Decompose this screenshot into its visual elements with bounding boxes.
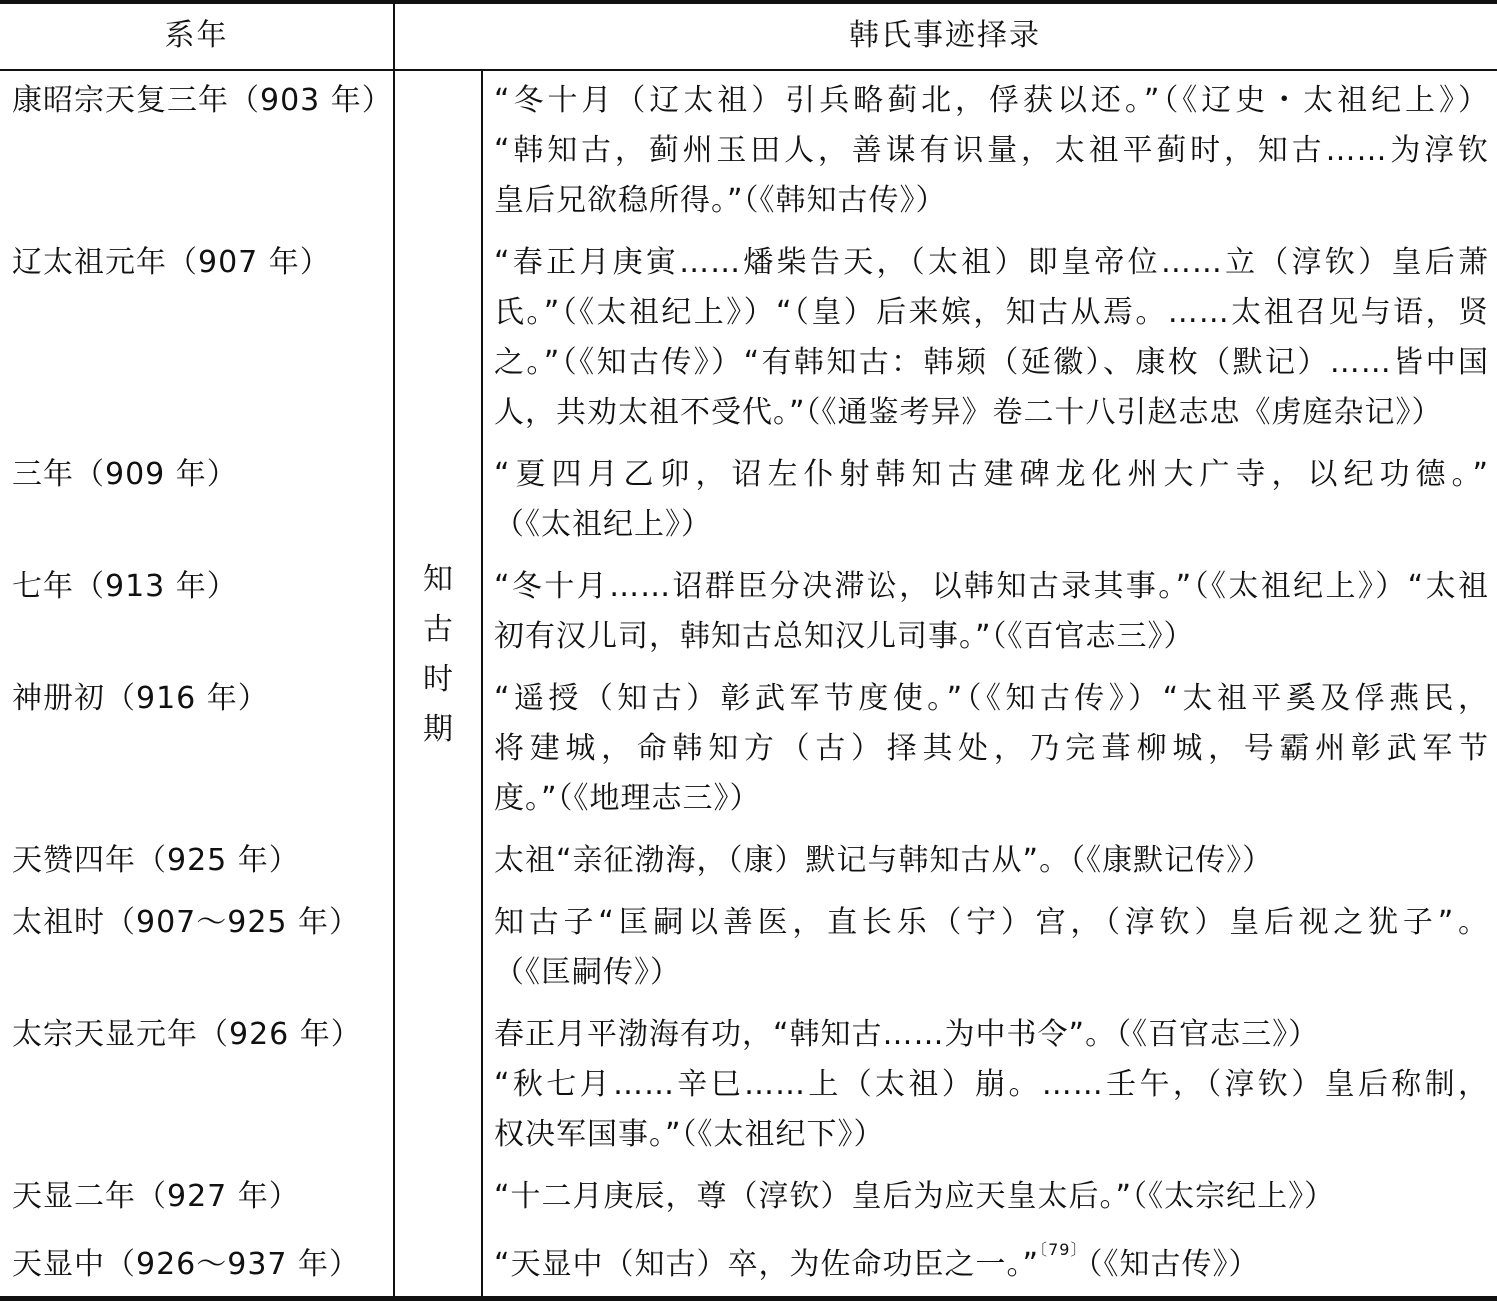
event-line: 人，共劝太祖不受代。”（《通鉴考异》卷二十八引赵志忠《虏庭杂记》） <box>494 395 1443 430</box>
year-cell: 太宗天显元年（926 年） <box>12 1017 362 1052</box>
event-line: 皇后兄欲稳所得。”（《韩知古传》） <box>494 183 947 218</box>
column-divider-2 <box>481 70 483 1301</box>
event-cell <box>494 76 1489 226</box>
event-line: 知古子“匡嗣以善医，直长乐（宁）宫，（淳钦）皇后视之犹子”。 <box>494 905 1489 940</box>
event-line: （《太祖纪上》） <box>494 507 712 542</box>
period-label <box>396 555 480 755</box>
event-cell <box>494 898 1489 998</box>
event-line: 太祖“亲征渤海，（康）默记与韩知古从”。（《康默记传》） <box>494 843 1274 878</box>
year-cell: 天赞四年（925 年） <box>12 843 300 878</box>
event-line: 度。”（《地理志三》） <box>494 781 761 816</box>
event-line: “冬十月……诏群臣分决滞讼，以韩知古录其事。”（《太祖纪上》）“太祖 <box>494 569 1489 604</box>
event-text: “天显中（知古）卒，为佐命功臣之一。” <box>494 1247 1040 1282</box>
bottom-border <box>0 1296 1497 1301</box>
event-line: “遥授（知古）彰武军节度使。”（《知古传》）“太祖平奚及俘燕民， <box>494 681 1489 716</box>
header-events: 韩氏事迹择录 <box>849 18 1041 53</box>
year-cell: 辽太祖元年（907 年） <box>12 245 331 280</box>
event-cell <box>494 1010 1489 1160</box>
year-cell: 康昭宗天复三年（903 年） <box>12 83 393 118</box>
period-char: 期 <box>423 712 453 747</box>
event-cell <box>494 562 1489 662</box>
year-cell: 天显二年（927 年） <box>12 1179 300 1214</box>
event-line: “冬十月（辽太祖）引兵略蓟北，俘获以还。”（《辽史・太祖纪上》） <box>494 83 1489 118</box>
header-year: 系年 <box>164 18 229 53</box>
event-line: “春正月庚寅……燔柴告天，（太祖）即皇帝位……立（淳钦）皇后萧 <box>494 245 1489 280</box>
event-line: “韩知古，蓟州玉田人，善谋有识量，太祖平蓟时，知古……为淳钦 <box>494 133 1489 168</box>
event-cell <box>494 674 1489 824</box>
year-cell: 天显中（926～937 年） <box>12 1247 361 1282</box>
event-source: （《知古传》） <box>1087 1247 1260 1282</box>
event-line: 将建城，命韩知方（古）择其处，乃完葺柳城，号霸州彰武军节 <box>494 731 1489 766</box>
event-line: 之。”（《知古传》）“有韩知古：韩颎（延徽）、康枚（默记）……皆中国 <box>494 345 1489 380</box>
column-divider-1 <box>393 0 395 1301</box>
event-line <box>494 1240 1489 1290</box>
event-cell <box>494 450 1489 550</box>
event-line: 春正月平渤海有功，“韩知古……为中书令”。（《百官志三》） <box>494 1017 1320 1052</box>
event-cell <box>494 1172 1489 1222</box>
event-line: 初有汉儿司，韩知古总知汉儿司事。”（《百官志三》） <box>494 619 1195 654</box>
year-cell: 七年（913 年） <box>12 569 238 604</box>
period-char: 时 <box>423 662 453 697</box>
event-line: （《匡嗣传》） <box>494 955 681 990</box>
event-cell <box>494 238 1489 438</box>
year-cell: 太祖时（907～925 年） <box>12 905 361 940</box>
event-line: “秋七月……辛巳……上（太祖）崩。……壬午，（淳钦）皇后称制， <box>494 1067 1489 1102</box>
footnote-ref: 〔79〕 <box>1039 1240 1088 1259</box>
period-char: 知 <box>423 562 453 597</box>
event-line: “十二月庚辰，尊（淳钦）皇后为应天皇太后。”（《太宗纪上》） <box>494 1179 1336 1214</box>
period-char: 古 <box>423 612 453 647</box>
event-cell <box>494 1240 1489 1290</box>
event-line: 权决军国事。”（《太祖纪下》） <box>494 1117 885 1152</box>
year-cell: 三年（909 年） <box>12 457 238 492</box>
year-cell: 神册初（916 年） <box>12 681 269 716</box>
event-line: 氏。”（《太祖纪上》）“（皇）后来嫔，知古从焉。……太祖召见与语，贤 <box>494 295 1489 330</box>
event-line: “夏四月乙卯，诏左仆射韩知古建碑龙化州大广寺，以纪功德。” <box>494 457 1489 492</box>
event-cell <box>494 836 1489 886</box>
